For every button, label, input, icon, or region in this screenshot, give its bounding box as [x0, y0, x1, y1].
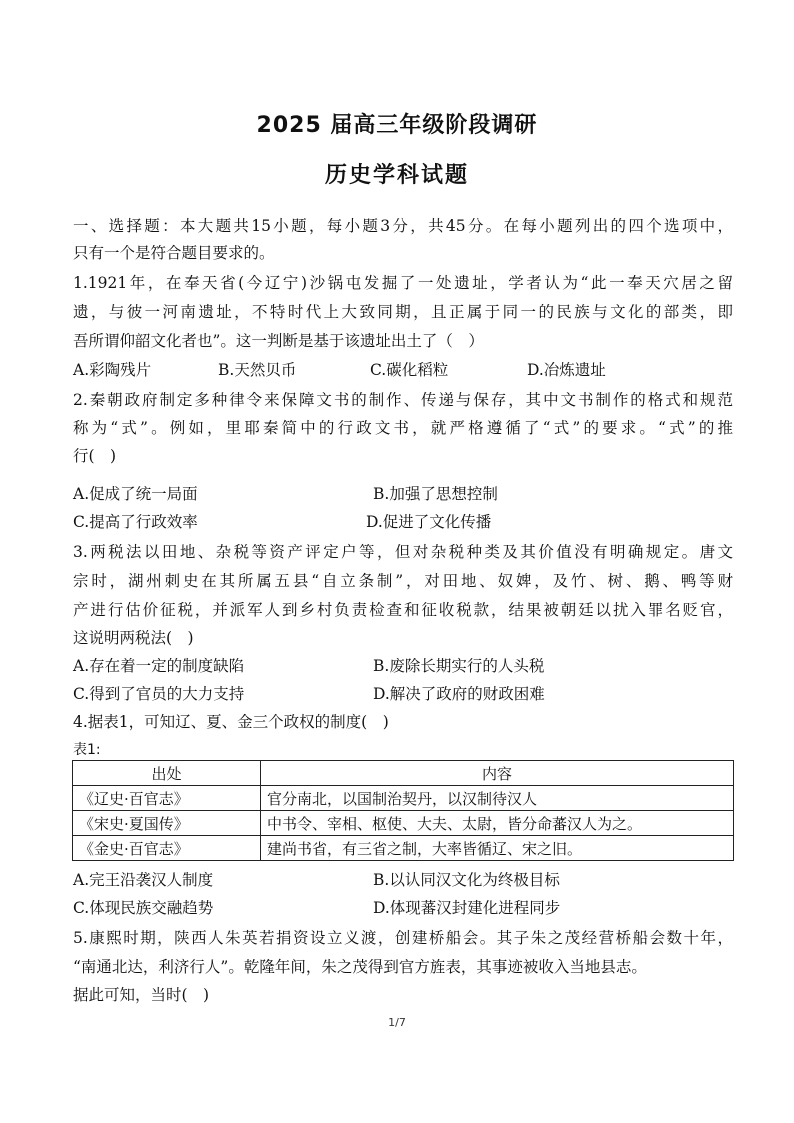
- question-5-text: 5.康熙时期，陕西人朱英若捐资设立义渡，创建桥船会。其子朱之茂经营桥船会数十年，: [73, 929, 733, 947]
- table-cell-content: 中书令、宰相、枢使、大夫、太尉，皆分命蕃汉人为之。: [261, 811, 734, 836]
- question-1-text: 吾所谓仰韶文化者也”。这一判断是基于该遗址出土了（ ）: [73, 332, 484, 350]
- question-1-text: 遗，与彼一河南遗址，不特时代上大致同期，且正属于同一的民族与文化的部类，即: [73, 303, 733, 321]
- section-instructions-line: 只有一个是符合题目要求的。: [73, 244, 275, 262]
- page-number: 1/7: [388, 1016, 406, 1029]
- table-cell-content: 官分南北，以国制治契丹，以汉制待汉人: [261, 786, 734, 811]
- question-3-text: 宗时，湖州刺史在其所属五县“自立条制”，对田地、奴婢，及竹、树、鹅、鸭等财: [73, 572, 733, 590]
- table-row: [73, 811, 734, 836]
- question-1-option-a: A.彩陶残片: [73, 361, 152, 379]
- table-cell-source: 《金史·百官志》: [73, 836, 261, 861]
- table-header-content: 内容: [261, 761, 734, 786]
- source-table: [72, 760, 734, 861]
- question-3-text: 产进行估价征税，并派军人到乡村负责检查和征收税款，结果被朝廷以扰入罪名贬官，: [73, 601, 733, 619]
- question-3-option-d: D.解决了政府的财政困难: [373, 685, 545, 703]
- question-1-text: 1.1921年，在奉天省(今辽宁)沙锅屯发掘了一处遗址，学者认为“此一奉天穴居之留: [73, 274, 733, 292]
- question-3-option-c: C.得到了官员的大力支持: [73, 685, 245, 703]
- question-3-option-b: B.废除长期实行的人头税: [373, 657, 545, 675]
- table-row: [73, 836, 734, 861]
- table-cell-source: 《辽史·百官志》: [73, 786, 261, 811]
- question-4-option-b: B.以认同汉文化为终极目标: [373, 871, 560, 889]
- question-5-text: “南通北达，利济行人”。乾隆年间，朱之茂得到官方旌表，其事迹被收入当地县志。: [73, 958, 647, 976]
- question-2-text: 2.秦朝政府制定多种律令来保障文书的制作、传递与保存，其中文书制作的格式和规范: [73, 391, 733, 409]
- question-2-option-d: D.促进了文化传播: [366, 513, 492, 531]
- question-4-text: 4.据表1，可知辽、夏、金三个政权的制度( ): [73, 713, 389, 731]
- table-row: [73, 786, 734, 811]
- table-header-source: 出处: [73, 761, 261, 786]
- question-4-option-c: C.体现民族交融趋势: [73, 899, 214, 917]
- table-cell-source: 《宋史·夏国传》: [73, 811, 261, 836]
- question-1-option-b: B.天然贝币: [218, 361, 297, 379]
- question-2-text: 称为“式”。例如，里耶秦简中的行政文书，就严格遵循了“式”的要求。“式”的推: [73, 419, 733, 437]
- question-2-option-b: B.加强了思想控制: [373, 485, 498, 503]
- question-4-option-a: A.完王沿袭汉人制度: [73, 871, 214, 889]
- question-1-option-c: C.碳化稻粒: [370, 361, 449, 379]
- section-instructions-line: 一、选择题：本大题共15小题，每小题3分，共45分。在每小题列出的四个选项中，: [73, 217, 733, 235]
- question-4-option-d: D.体现蕃汉封建化进程同步: [373, 899, 561, 917]
- question-2-option-c: C.提高了行政效率: [73, 513, 198, 531]
- question-3-text: 3.两税法以田地、杂税等资产评定户等，但对杂税种类及其价值没有明确规定。唐文: [73, 543, 733, 561]
- question-2-option-a: A.促成了统一局面: [73, 485, 198, 503]
- table-header-row: [73, 761, 734, 786]
- question-5-text: 据此可知，当时( ): [73, 986, 210, 1004]
- question-3-text: 这说明两税法( ): [73, 629, 194, 647]
- table-cell-content: 建尚书省，有三省之制，大率皆循辽、宋之旧。: [261, 836, 734, 861]
- table-caption: 表1:: [73, 742, 101, 758]
- question-2-text: 行( ): [73, 447, 117, 465]
- question-3-option-a: A.存在着一定的制度缺陷: [73, 657, 245, 675]
- exam-subject-title: 历史学科试题: [324, 163, 469, 188]
- exam-title: 2025 届高三年级阶段调研: [256, 113, 538, 138]
- question-1-option-d: D.冶炼遗址: [527, 361, 606, 379]
